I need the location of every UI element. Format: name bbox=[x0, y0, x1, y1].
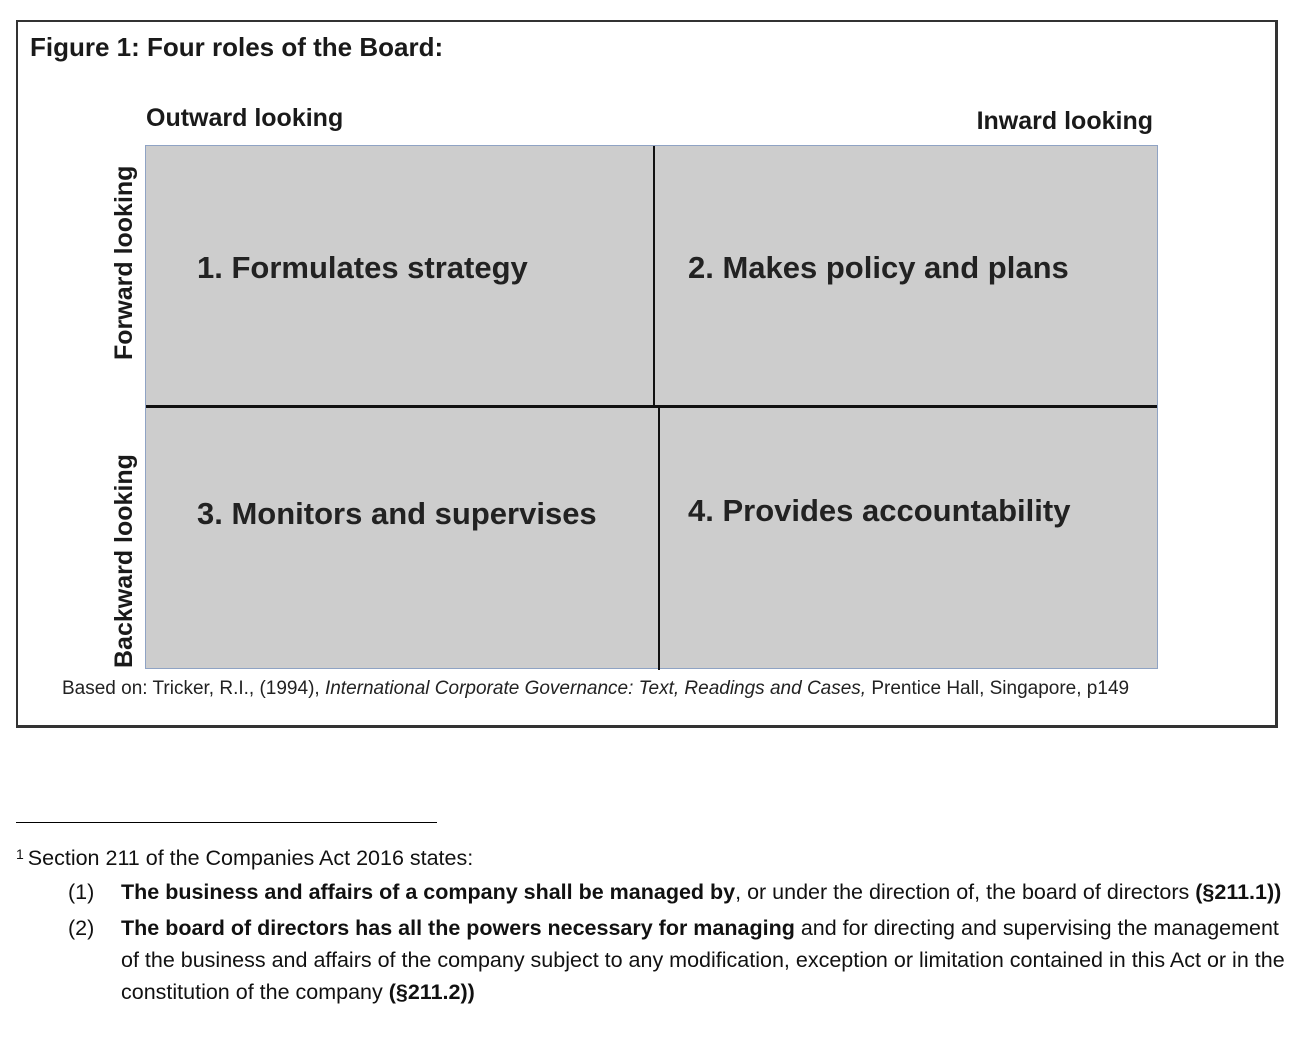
clause-number: (2) bbox=[68, 916, 95, 940]
footnote-clause-1 bbox=[16, 876, 1296, 908]
quadrant-grid bbox=[145, 145, 1158, 669]
clause-text bbox=[121, 876, 1296, 908]
clause-bold-lead: The business and affairs of a company shall be managed by bbox=[121, 880, 736, 904]
clause-body: , or under the direction of, the board of directors bbox=[735, 880, 1196, 904]
footnote-mark: 1 bbox=[16, 846, 24, 862]
row-label-forward: Forward looking bbox=[110, 165, 138, 360]
source-book-title: International Corporate Governance: Text, Readings and Cases, bbox=[324, 678, 867, 699]
quadrant-monitors-and-supervises: 3. Monitors and supervises bbox=[197, 496, 597, 531]
column-label-inward: Inward looking bbox=[976, 107, 1153, 135]
footnote-separator bbox=[16, 822, 437, 823]
figure-title: Figure 1: Four roles of the Board: bbox=[30, 32, 444, 62]
figure-frame bbox=[16, 20, 1278, 728]
quadrant-makes-policy-and-plans: 2. Makes policy and plans bbox=[688, 250, 1069, 285]
quadrant-formulates-strategy: 1. Formulates strategy bbox=[197, 250, 528, 285]
horizontal-divider bbox=[146, 405, 1157, 408]
clause-number: (1) bbox=[68, 880, 95, 904]
clause-body: and for directing and supervising the management of the business and affairs of the company subject to any modification, exception or limitation contained in this Act or in the constitution of the company bbox=[121, 916, 1285, 1004]
column-label-outward: Outward looking bbox=[146, 104, 344, 132]
footnote-clause-2 bbox=[16, 912, 1296, 1008]
source-suffix: Prentice Hall, Singapore, p149 bbox=[866, 678, 1130, 699]
clause-reference: (§211.2)) bbox=[388, 980, 475, 1004]
clause-reference: (§211.1)) bbox=[1195, 880, 1282, 904]
footnote-lead-text: Section 211 of the Companies Act 2016 states: bbox=[27, 846, 474, 870]
row-label-backward: Backward looking bbox=[110, 454, 138, 668]
source-prefix: Based on: Tricker, R.I., (1994), bbox=[62, 678, 325, 699]
clause-text bbox=[121, 912, 1296, 1008]
footnote-lead bbox=[16, 844, 1296, 872]
figure-source-citation bbox=[62, 678, 1129, 700]
vertical-divider-bottom bbox=[658, 408, 660, 670]
vertical-divider-top bbox=[653, 146, 655, 408]
footnote bbox=[16, 844, 1296, 1008]
quadrant-provides-accountability: 4. Provides accountability bbox=[688, 493, 1071, 528]
clause-bold-lead: The board of directors has all the powers necessary for managing bbox=[121, 916, 795, 940]
